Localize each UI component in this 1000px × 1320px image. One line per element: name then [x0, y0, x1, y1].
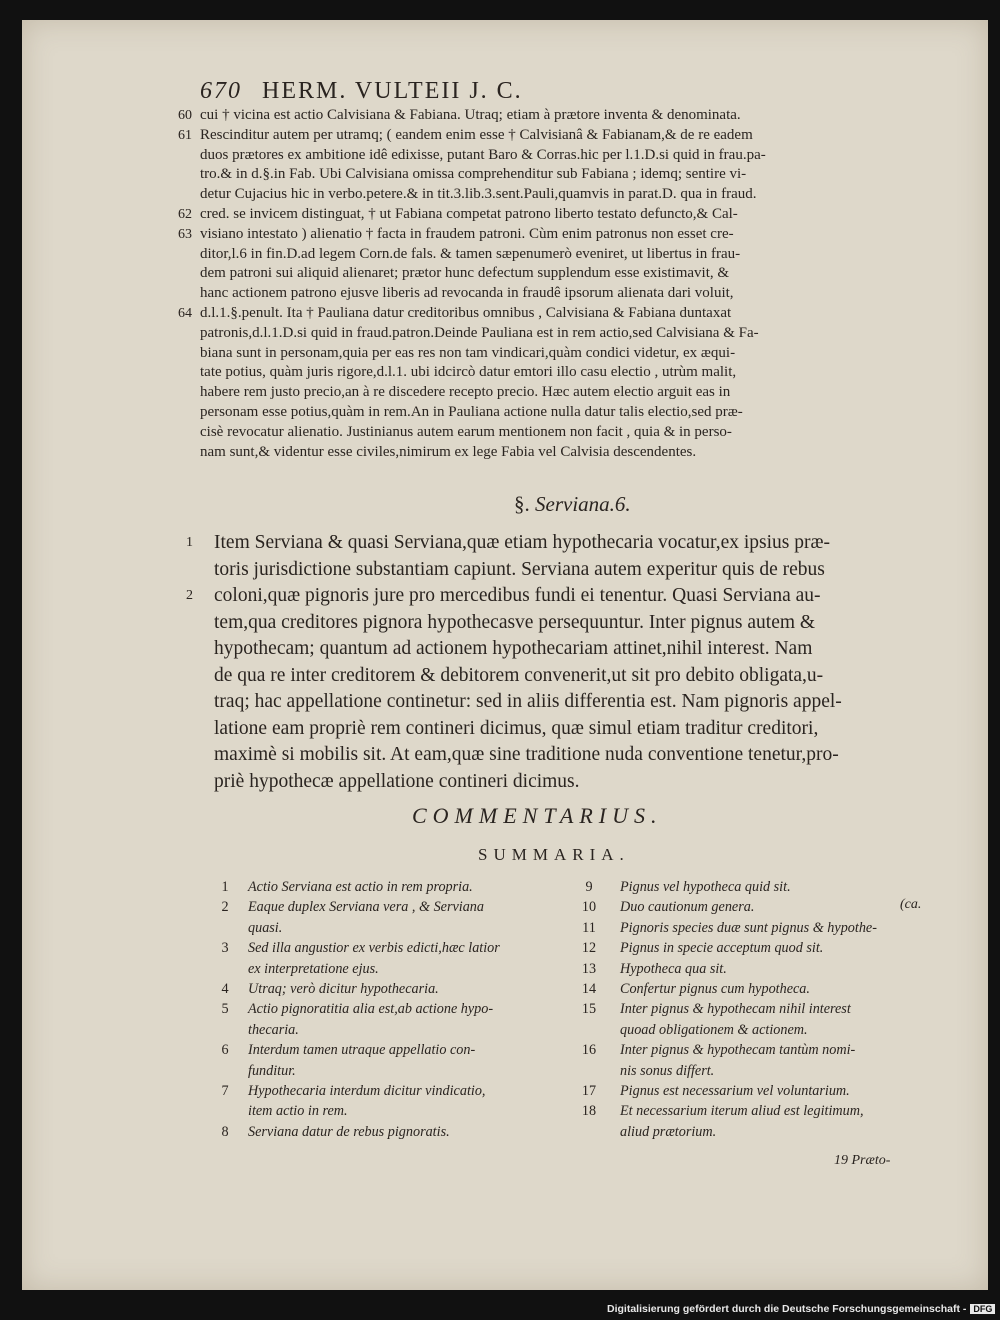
- summary-item: [221, 1081, 500, 1101]
- line-text: priè hypothecæ appellatione contineri dicimus.: [214, 770, 580, 792]
- summary-text: Serviana datur de rebus pignoratis.: [248, 1123, 450, 1140]
- summary-text: Inter pignus & hypothecam tantùm nomi-: [620, 1042, 856, 1059]
- text-line: [178, 205, 940, 225]
- digitization-credit: [607, 1303, 995, 1315]
- line-text: Item Serviana & quasi Serviana,quæ etiam hypothecaria vocatur,ex ipsius præ-: [214, 532, 831, 553]
- line-text: maximè si mobilis sit. At eam,quæ sine traditione nuda conventione tenetur,pro-: [214, 744, 839, 765]
- summary-number: 1: [221, 879, 229, 895]
- summary-item: [221, 897, 500, 917]
- summary-text: quasi.: [248, 919, 283, 936]
- summary-text: Actio pignoratitia alia est,ab actione hypo-: [248, 1001, 494, 1018]
- line-text: coloni,quæ pignoris jure pro mercedibus fundi ei tenentur. Quasi Serviana au-: [214, 585, 821, 606]
- margin-number: 60: [178, 108, 192, 123]
- text-line: [200, 383, 940, 403]
- margin-number: 1: [186, 535, 193, 550]
- summary-text: aliud prætorium.: [620, 1123, 717, 1140]
- summary-number: 16: [581, 1042, 597, 1059]
- section-text: [186, 530, 842, 795]
- summary-number: 12: [581, 940, 597, 957]
- text-line: [200, 245, 940, 265]
- summary-text: Pignus in specie acceptum quod sit.: [620, 940, 824, 957]
- summary-item: [581, 999, 877, 1019]
- summary-number: 3: [221, 940, 229, 957]
- summary-item: [248, 918, 500, 938]
- line-text: dem patroni sui aliquid alienaret; prætor hunc defectum supplendum esse existimavit, &: [200, 265, 730, 282]
- summary-item: [221, 938, 500, 958]
- text-line: [200, 284, 940, 304]
- line-text: cisè revocatur alienatio. Justinianus autem earum mentionem non facit , quia & in perso-: [200, 423, 732, 440]
- line-text: personam esse potius,quàm in rem.An in Pauliana actione nulla datur talis electio,sed præ-: [200, 403, 743, 420]
- text-line: [214, 557, 842, 584]
- line-text: duos prætores ex ambitione idê edixisse, putant Baro & Corras.hic per l.1.D.si quid in frau.pa-: [200, 146, 766, 163]
- margin-number: 64: [178, 305, 192, 321]
- text-line: [186, 583, 842, 610]
- summary-item: [581, 897, 877, 917]
- margin-number: 2: [186, 588, 193, 603]
- line-text: de qua re inter creditorem & debitorem convenerit,ut sit pro debito obligata,u-: [214, 664, 824, 686]
- margin-number: 62: [178, 206, 192, 222]
- text-line: [214, 716, 842, 743]
- line-text: d.l.1.§.penult. Ita † Pauliana datur creditoribus omnibus , Calvisiana & Fabiana duntaxat: [200, 304, 732, 321]
- summary-item: [221, 979, 500, 999]
- summary-text: quoad obligationem & actionem.: [620, 1021, 808, 1038]
- summary-number: 2: [221, 899, 229, 916]
- summary-text: Interdum tamen utraque appellatio con-: [248, 1042, 476, 1059]
- summary-item: [620, 1122, 877, 1142]
- text-line: [186, 530, 842, 557]
- summary-item: [620, 1061, 877, 1081]
- summary-text: Et necessarium iterum aliud est legitimum,: [620, 1103, 864, 1120]
- summary-item: [221, 877, 500, 897]
- summary-item: [585, 877, 877, 897]
- summary-number: 6: [221, 1042, 229, 1059]
- summary-number: 4: [221, 981, 229, 998]
- text-line: [178, 126, 940, 146]
- line-text: visiano intestato ) alienatio † facta in fraudem patroni. Cùm enim patronus non esset cre-: [200, 225, 734, 242]
- summary-number: 5: [221, 1001, 229, 1018]
- section-title: Serviana.6.: [535, 492, 631, 516]
- summary-left-column: [221, 877, 500, 1142]
- text-line: [200, 165, 940, 185]
- summary-text: thecaria.: [248, 1021, 299, 1038]
- summary-text: funditur.: [248, 1062, 296, 1079]
- text-line: [214, 636, 842, 663]
- summaria-heading: SUMMARIA.: [478, 845, 630, 864]
- summary-item: [221, 999, 500, 1019]
- summary-item: [620, 1020, 877, 1040]
- text-line: [214, 663, 842, 690]
- summary-number: 15: [581, 1001, 597, 1018]
- text-line: [214, 742, 842, 769]
- summary-text: Utraq; verò dicitur hypothecaria.: [248, 981, 439, 998]
- summary-item: [248, 1101, 500, 1121]
- catchword: 19 Præto-: [834, 1153, 891, 1168]
- summary-number: 7: [221, 1083, 229, 1100]
- summary-number: 9: [585, 879, 593, 895]
- line-text: nam sunt,& videntur esse civiles,nimirum ex lege Fabia vel Calvisia descendentes.: [200, 443, 697, 460]
- text-line: [178, 304, 940, 324]
- text-line: [178, 106, 940, 126]
- summary-number: 17: [581, 1083, 597, 1100]
- line-text: Rescinditur autem per utramq; ( eandem enim esse † Calvisianâ & Fabianam,& de re eadem: [200, 126, 753, 143]
- summary-item: [582, 918, 877, 938]
- summary-text: ex interpretatione ejus.: [248, 960, 379, 977]
- running-title: HERM. VULTEII J. C.: [262, 78, 523, 104]
- line-text: detur Cujacius hic in verbo.petere.& in tit.3.lib.3.sent.Pauli,quamvis in parat.D. qua in fraud.: [200, 186, 757, 203]
- text-line: [200, 344, 940, 364]
- summary-item: [221, 1040, 500, 1060]
- line-text: tate potius, quàm juris rigore,d.l.1. ubi idcircò datur emtori illo casu electio , utrùm malit,: [200, 364, 737, 381]
- section-heading: [514, 492, 631, 517]
- section-sign: §.: [514, 492, 530, 516]
- line-text: traq; hac appellatione continetur: sed in aliis differentia est. Nam pignoris appel-: [214, 691, 842, 712]
- line-text: cred. se invicem distinguat, † ut Fabiana competat patrono liberto testato defuncto,& Cal-: [200, 205, 738, 222]
- footer-text: Digitalisierung gefördert durch die Deutsche Forschungsgemeinschaft -: [607, 1303, 967, 1315]
- line-text: cui † vicina est actio Calvisiana & Fabiana. Utraq; etiam à prætore inventa & denominata.: [200, 107, 741, 123]
- text-line: [178, 225, 940, 245]
- text-line: [200, 423, 940, 443]
- summary-item: [221, 1122, 500, 1142]
- line-text: tro.& in d.§.in Fab. Ubi Calvisiana omissa comprehenditur sub Fabiana ; idemq; sentire vi-: [200, 166, 747, 183]
- text-line: [200, 264, 940, 284]
- margin-number: 61: [178, 127, 192, 143]
- text-line: [200, 363, 940, 383]
- line-text: tem,qua creditores pignora hypothecasve persequuntur. Inter pignus autem &: [214, 611, 816, 633]
- summary-text: Hypothecaria interdum dicitur vindicatio,: [248, 1083, 486, 1100]
- summary-item: [581, 938, 877, 958]
- text-line: [200, 443, 940, 463]
- main-text: [178, 106, 940, 462]
- summary-item: [581, 1101, 877, 1121]
- line-text: biana sunt in personam,quia per eas res non tam vindicari,quàm condici videtur, ex æqui-: [200, 344, 736, 361]
- summary-number: 14: [581, 981, 597, 998]
- summary-text: Sed illa angustior ex verbis edicti,hæc latior: [248, 940, 500, 957]
- line-text: toris jurisdictione substantiam capiunt. Serviana autem experitur quis de rebus: [214, 558, 825, 580]
- summary-right-column: [581, 877, 877, 1142]
- line-text: latione eam propriè rem contineri dicimus, quæ simul etiam traditur creditori,: [214, 717, 819, 739]
- summary-text: Confertur pignus cum hypotheca.: [620, 981, 810, 998]
- summary-number: 8: [221, 1123, 229, 1140]
- overflow-fragment: (ca.: [900, 897, 922, 912]
- line-text: hanc actionem patrono ejusve liberis ad revocanda in fraudê ipsorum alienata dari voluit,: [200, 285, 734, 302]
- text-line: [214, 769, 842, 796]
- summary-item: [581, 959, 877, 979]
- text-line: [214, 610, 842, 637]
- summary-item: [581, 1081, 877, 1101]
- commentarius-heading: COMMENTARIUS.: [412, 803, 663, 828]
- summary-number: 13: [581, 960, 597, 977]
- summary-text: nis sonus differt.: [620, 1062, 715, 1079]
- summary-text: Pignus est necessarium vel voluntarium.: [620, 1083, 850, 1100]
- summary-text: Pignus vel hypotheca quid sit.: [620, 879, 791, 895]
- summary-number: 18: [581, 1103, 597, 1120]
- summary-text: item actio in rem.: [248, 1103, 348, 1120]
- text-line: [200, 324, 940, 344]
- text-line: [214, 689, 842, 716]
- summary-item: [248, 1020, 500, 1040]
- line-text: hypothecam; quantum ad actionem hypothecariam attinet,nihil interest. Nam: [214, 638, 813, 659]
- page-number: 670: [200, 78, 242, 104]
- summary-item: [248, 959, 500, 979]
- summary-number: 11: [582, 919, 596, 936]
- summary-text: Actio Serviana est actio in rem propria.: [248, 879, 473, 895]
- text-line: [200, 146, 940, 166]
- summary-item: [581, 1040, 877, 1060]
- summary-text: Pignoris species duæ sunt pignus & hypothe-: [620, 919, 877, 936]
- line-text: habere rem justo precio,an à re discedere recepto precio. Hæc autem electio arguit eas in: [200, 384, 731, 401]
- summary-item: [248, 1061, 500, 1081]
- summary-item: [581, 979, 877, 999]
- text-line: [200, 185, 940, 205]
- summary-text: Hypotheca qua sit.: [620, 960, 727, 977]
- line-text: ditor,l.6 in fin.D.ad legem Corn.de fals. & tamen sæpenumerò eveniret, ut libertus in frau-: [200, 245, 741, 262]
- summary-number: 10: [581, 899, 597, 916]
- text-line: [200, 403, 940, 423]
- line-text: patronis,d.l.1.D.si quid in fraud.patron.Deinde Pauliana est in rem actio,sed Calvisiana & Fa-: [200, 324, 759, 341]
- summary-text: Eaque duplex Serviana vera , & Serviana: [248, 899, 484, 916]
- summary-text: Duo cautionum genera.: [620, 899, 755, 916]
- summary-text: Inter pignus & hypothecam nihil interest: [620, 1001, 851, 1018]
- margin-number: 63: [178, 226, 192, 242]
- dfg-logo: DFG: [970, 1304, 995, 1314]
